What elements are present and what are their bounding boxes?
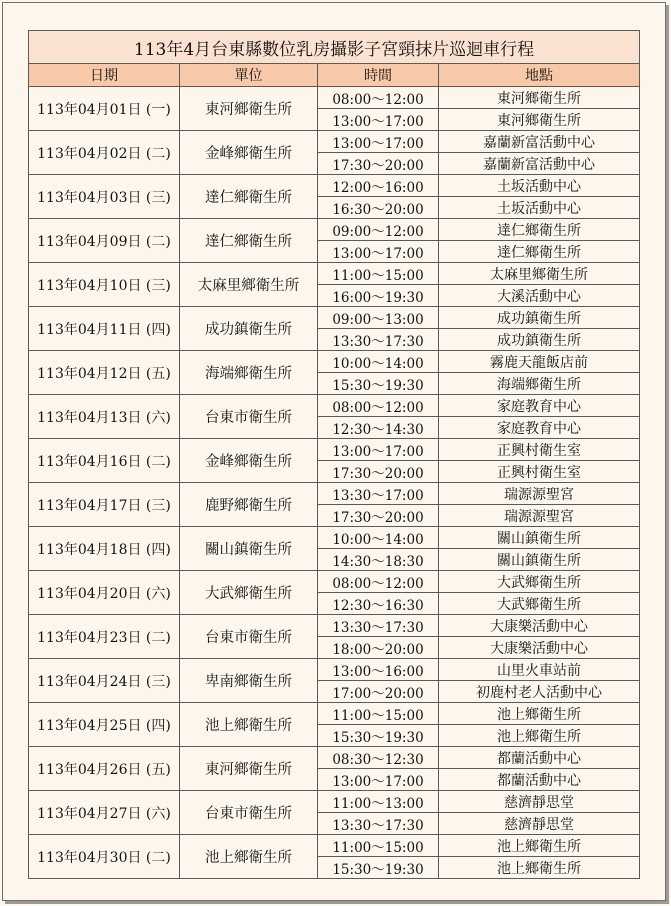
time-cell: 16:00～19:30 <box>318 285 439 307</box>
time-cell: 13:00～17:00 <box>318 241 439 263</box>
time-cell: 13:00～17:00 <box>318 769 439 791</box>
table-row <box>29 659 640 681</box>
unit-cell: 金峰鄉衛生所 <box>180 439 318 483</box>
date-cell: 113年04月18日 (四) <box>29 527 180 571</box>
time-cell: 13:00～17:00 <box>318 109 439 131</box>
location-cell: 瑞源源聖宮 <box>439 505 640 527</box>
table-row <box>29 703 640 725</box>
unit-cell: 台東市衛生所 <box>180 615 318 659</box>
unit-cell: 卑南鄉衛生所 <box>180 659 318 703</box>
date-cell: 113年04月20日 (六) <box>29 571 180 615</box>
time-cell: 13:30～17:00 <box>318 483 439 505</box>
location-cell: 大武鄉衛生所 <box>439 593 640 615</box>
time-cell: 08:00～12:00 <box>318 571 439 593</box>
unit-cell: 池上鄉衛生所 <box>180 835 318 879</box>
location-cell: 嘉蘭新富活動中心 <box>439 131 640 153</box>
date-cell: 113年04月23日 (二) <box>29 615 180 659</box>
location-cell: 山里火車站前 <box>439 659 640 681</box>
unit-cell: 關山鎮衛生所 <box>180 527 318 571</box>
location-cell: 初鹿村老人活動中心 <box>439 681 640 703</box>
time-cell: 08:30～12:30 <box>318 747 439 769</box>
date-cell: 113年04月02日 (二) <box>29 131 180 175</box>
location-cell: 大溪活動中心 <box>439 285 640 307</box>
date-cell: 113年04月27日 (六) <box>29 791 180 835</box>
location-cell: 土坂活動中心 <box>439 197 640 219</box>
date-cell: 113年04月12日 (五) <box>29 351 180 395</box>
time-cell: 17:30～20:00 <box>318 153 439 175</box>
time-cell: 17:00～20:00 <box>318 681 439 703</box>
location-cell: 海端鄉衛生所 <box>439 373 640 395</box>
location-cell: 太麻里鄉衛生所 <box>439 263 640 285</box>
time-cell: 15:30～19:30 <box>318 725 439 747</box>
time-cell: 08:00～12:00 <box>318 87 439 109</box>
time-cell: 15:30～19:30 <box>318 373 439 395</box>
time-cell: 17:30～20:00 <box>318 505 439 527</box>
time-cell: 09:00～12:00 <box>318 219 439 241</box>
time-cell: 13:30～17:30 <box>318 615 439 637</box>
table-row <box>29 307 640 329</box>
date-cell: 113年04月17日 (三) <box>29 483 180 527</box>
date-cell: 113年04月03日 (三) <box>29 175 180 219</box>
time-cell: 18:00～20:00 <box>318 637 439 659</box>
date-cell: 113年04月10日 (三) <box>29 263 180 307</box>
table-row <box>29 131 640 153</box>
header-time: 時間 <box>318 64 439 87</box>
table-row <box>29 219 640 241</box>
location-cell: 正興村衛生室 <box>439 439 640 461</box>
location-cell: 關山鎮衛生所 <box>439 527 640 549</box>
time-cell: 12:30～16:30 <box>318 593 439 615</box>
unit-cell: 達仁鄉衛生所 <box>180 219 318 263</box>
location-cell: 慈濟靜思堂 <box>439 791 640 813</box>
time-cell: 12:30～14:30 <box>318 417 439 439</box>
time-cell: 16:30～20:00 <box>318 197 439 219</box>
location-cell: 慈濟靜思堂 <box>439 813 640 835</box>
unit-cell: 金峰鄉衛生所 <box>180 131 318 175</box>
location-cell: 池上鄉衛生所 <box>439 835 640 857</box>
location-cell: 關山鎮衛生所 <box>439 549 640 571</box>
schedule-body <box>29 87 640 879</box>
table-row <box>29 791 640 813</box>
time-cell: 12:00～16:00 <box>318 175 439 197</box>
time-cell: 13:00～17:00 <box>318 131 439 153</box>
date-cell: 113年04月24日 (三) <box>29 659 180 703</box>
time-cell: 11:00～15:00 <box>318 703 439 725</box>
unit-cell: 池上鄉衛生所 <box>180 703 318 747</box>
location-cell: 大康樂活動中心 <box>439 637 640 659</box>
unit-cell: 大武鄉衛生所 <box>180 571 318 615</box>
time-cell: 13:00～17:00 <box>318 439 439 461</box>
header-unit: 單位 <box>180 64 318 87</box>
table-row <box>29 835 640 857</box>
table-row <box>29 527 640 549</box>
table-row <box>29 571 640 593</box>
location-cell: 大武鄉衛生所 <box>439 571 640 593</box>
time-cell: 11:00～13:00 <box>318 791 439 813</box>
date-cell: 113年04月30日 (二) <box>29 835 180 879</box>
table-row <box>29 263 640 285</box>
schedule-table <box>28 30 640 879</box>
header-location: 地點 <box>439 64 640 87</box>
location-cell: 都蘭活動中心 <box>439 747 640 769</box>
location-cell: 嘉蘭新富活動中心 <box>439 153 640 175</box>
table-row <box>29 483 640 505</box>
date-cell: 113年04月16日 (二) <box>29 439 180 483</box>
location-cell: 池上鄉衛生所 <box>439 857 640 879</box>
location-cell: 東河鄉衛生所 <box>439 109 640 131</box>
table-title: 113年4月台東縣數位乳房攝影子宮頸抹片巡迴車行程 <box>29 31 640 64</box>
date-cell: 113年04月26日 (五) <box>29 747 180 791</box>
date-cell: 113年04月13日 (六) <box>29 395 180 439</box>
location-cell: 土坂活動中心 <box>439 175 640 197</box>
location-cell: 霧鹿天龍飯店前 <box>439 351 640 373</box>
table-row <box>29 87 640 109</box>
header-date: 日期 <box>29 64 180 87</box>
unit-cell: 太麻里鄉衛生所 <box>180 263 318 307</box>
time-cell: 17:30～20:00 <box>318 461 439 483</box>
date-cell: 113年04月11日 (四) <box>29 307 180 351</box>
location-cell: 家庭教育中心 <box>439 395 640 417</box>
location-cell: 成功鎮衛生所 <box>439 329 640 351</box>
time-cell: 13:30～17:30 <box>318 329 439 351</box>
date-cell: 113年04月25日 (四) <box>29 703 180 747</box>
table-row <box>29 439 640 461</box>
location-cell: 池上鄉衛生所 <box>439 725 640 747</box>
time-cell: 15:30～19:30 <box>318 857 439 879</box>
unit-cell: 達仁鄉衛生所 <box>180 175 318 219</box>
location-cell: 成功鎮衛生所 <box>439 307 640 329</box>
location-cell: 東河鄉衛生所 <box>439 87 640 109</box>
time-cell: 10:00～14:00 <box>318 527 439 549</box>
location-cell: 都蘭活動中心 <box>439 769 640 791</box>
unit-cell: 鹿野鄉衛生所 <box>180 483 318 527</box>
unit-cell: 海端鄉衛生所 <box>180 351 318 395</box>
location-cell: 正興村衛生室 <box>439 461 640 483</box>
time-cell: 08:00～12:00 <box>318 395 439 417</box>
table-row <box>29 175 640 197</box>
location-cell: 大康樂活動中心 <box>439 615 640 637</box>
date-cell: 113年04月01日 (一) <box>29 87 180 131</box>
location-cell: 達仁鄉衛生所 <box>439 219 640 241</box>
unit-cell: 台東市衛生所 <box>180 791 318 835</box>
time-cell: 09:00～13:00 <box>318 307 439 329</box>
time-cell: 14:30～18:30 <box>318 549 439 571</box>
unit-cell: 台東市衛生所 <box>180 395 318 439</box>
time-cell: 11:00～15:00 <box>318 263 439 285</box>
table-row <box>29 395 640 417</box>
header-row <box>29 64 640 87</box>
location-cell: 瑞源源聖宮 <box>439 483 640 505</box>
location-cell: 池上鄉衛生所 <box>439 703 640 725</box>
location-cell: 達仁鄉衛生所 <box>439 241 640 263</box>
location-cell: 家庭教育中心 <box>439 417 640 439</box>
unit-cell: 東河鄉衛生所 <box>180 747 318 791</box>
unit-cell: 東河鄉衛生所 <box>180 87 318 131</box>
date-cell: 113年04月09日 (二) <box>29 219 180 263</box>
table-row <box>29 615 640 637</box>
time-cell: 13:30～17:30 <box>318 813 439 835</box>
table-row <box>29 747 640 769</box>
unit-cell: 成功鎮衛生所 <box>180 307 318 351</box>
time-cell: 10:00～14:00 <box>318 351 439 373</box>
table-row <box>29 351 640 373</box>
time-cell: 13:00～16:00 <box>318 659 439 681</box>
time-cell: 11:00～15:00 <box>318 835 439 857</box>
